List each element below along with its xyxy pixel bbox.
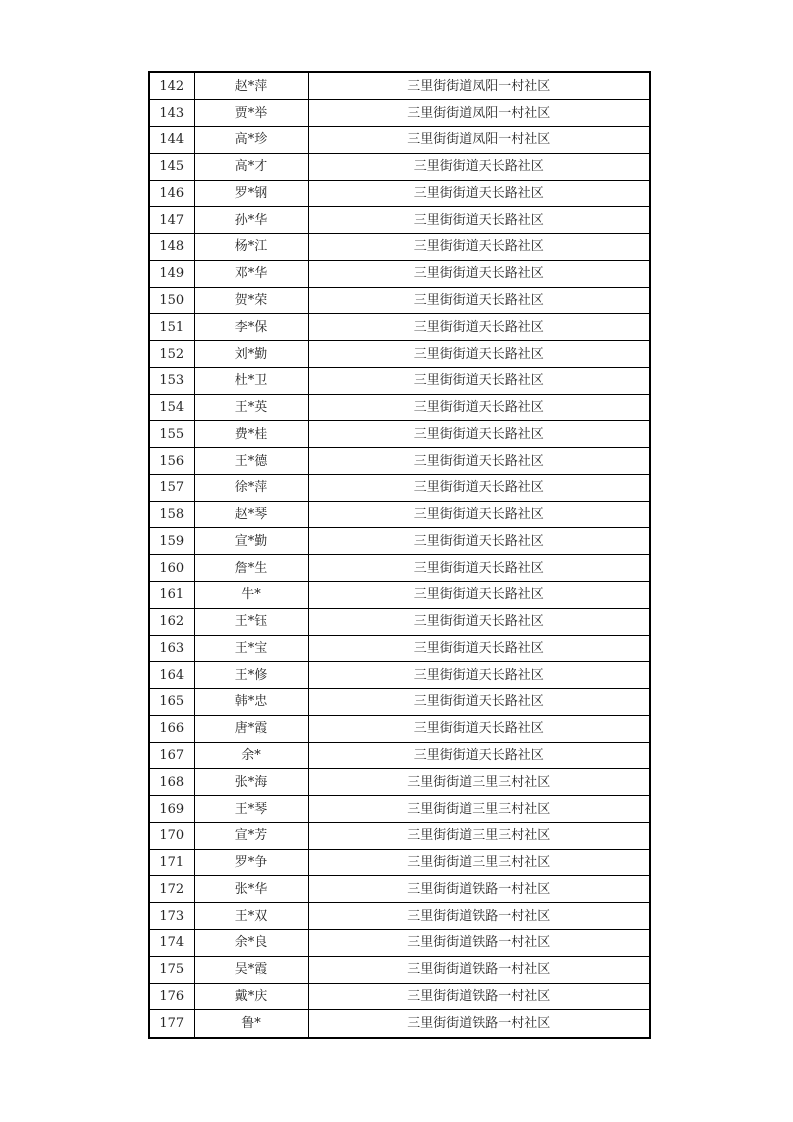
table-row: [149, 555, 650, 582]
roster-table: [148, 71, 649, 1039]
name-cell: 赵*萍: [194, 72, 308, 100]
community-cell: 三里街街道凤阳一村社区: [308, 72, 650, 100]
row-number-cell: 174: [149, 929, 194, 956]
table-row: [149, 260, 650, 287]
table-row: [149, 983, 650, 1010]
table-row: [149, 421, 650, 448]
name-cell: 赵*琴: [194, 501, 308, 528]
table-row: [149, 929, 650, 956]
table-row: [149, 608, 650, 635]
row-number-cell: 146: [149, 180, 194, 207]
community-cell: 三里街街道天长路社区: [308, 689, 650, 716]
table-row: [149, 234, 650, 261]
name-cell: 唐*霞: [194, 715, 308, 742]
community-cell: 三里街街道天长路社区: [308, 501, 650, 528]
name-cell: 费*桂: [194, 421, 308, 448]
table-body: [149, 72, 650, 1038]
row-number-cell: 173: [149, 903, 194, 930]
community-cell: 三里街街道三里三村社区: [308, 849, 650, 876]
table-row: [149, 100, 650, 127]
row-number-cell: 154: [149, 394, 194, 421]
name-cell: 罗*争: [194, 849, 308, 876]
table-row: [149, 742, 650, 769]
community-cell: 三里街街道天长路社区: [308, 742, 650, 769]
community-cell: 三里街街道凤阳一村社区: [308, 127, 650, 154]
table-row: [149, 367, 650, 394]
row-number-cell: 164: [149, 662, 194, 689]
name-cell: 牛*: [194, 582, 308, 609]
name-cell: 余*良: [194, 929, 308, 956]
row-number-cell: 152: [149, 341, 194, 368]
table-row: [149, 528, 650, 555]
community-cell: 三里街街道天长路社区: [308, 207, 650, 234]
row-number-cell: 142: [149, 72, 194, 100]
row-number-cell: 144: [149, 127, 194, 154]
row-number-cell: 166: [149, 715, 194, 742]
community-cell: 三里街街道天长路社区: [308, 528, 650, 555]
table-row: [149, 153, 650, 180]
community-cell: 三里街街道三里三村社区: [308, 796, 650, 823]
row-number-cell: 169: [149, 796, 194, 823]
table-row: [149, 127, 650, 154]
community-cell: 三里街街道天长路社区: [308, 153, 650, 180]
row-number-cell: 177: [149, 1010, 194, 1038]
name-cell: 贾*举: [194, 100, 308, 127]
row-number-cell: 153: [149, 367, 194, 394]
table-row: [149, 314, 650, 341]
community-cell: 三里街街道铁路一村社区: [308, 1010, 650, 1038]
row-number-cell: 167: [149, 742, 194, 769]
table-row: [149, 341, 650, 368]
community-cell: 三里街街道天长路社区: [308, 260, 650, 287]
table-row: [149, 180, 650, 207]
community-cell: 三里街街道天长路社区: [308, 662, 650, 689]
community-cell: 三里街街道天长路社区: [308, 608, 650, 635]
row-number-cell: 175: [149, 956, 194, 983]
row-number-cell: 150: [149, 287, 194, 314]
table-row: [149, 287, 650, 314]
name-cell: 徐*萍: [194, 474, 308, 501]
name-cell: 余*: [194, 742, 308, 769]
community-cell: 三里街街道三里三村社区: [308, 769, 650, 796]
community-cell: 三里街街道天长路社区: [308, 367, 650, 394]
row-number-cell: 147: [149, 207, 194, 234]
table-row: [149, 849, 650, 876]
name-cell: 高*才: [194, 153, 308, 180]
table-row: [149, 689, 650, 716]
name-cell: 高*珍: [194, 127, 308, 154]
name-cell: 王*钰: [194, 608, 308, 635]
name-cell: 韩*忠: [194, 689, 308, 716]
table-row: [149, 903, 650, 930]
community-cell: 三里街街道铁路一村社区: [308, 956, 650, 983]
row-number-cell: 162: [149, 608, 194, 635]
name-cell: 刘*勤: [194, 341, 308, 368]
community-cell: 三里街街道天长路社区: [308, 180, 650, 207]
table-row: [149, 394, 650, 421]
row-number-cell: 159: [149, 528, 194, 555]
table-row: [149, 501, 650, 528]
name-cell: 鲁*: [194, 1010, 308, 1038]
row-number-cell: 161: [149, 582, 194, 609]
name-cell: 李*保: [194, 314, 308, 341]
community-cell: 三里街街道铁路一村社区: [308, 983, 650, 1010]
name-cell: 吴*霞: [194, 956, 308, 983]
community-cell: 三里街街道铁路一村社区: [308, 876, 650, 903]
table-row: [149, 876, 650, 903]
row-number-cell: 172: [149, 876, 194, 903]
row-number-cell: 157: [149, 474, 194, 501]
row-number-cell: 148: [149, 234, 194, 261]
table-row: [149, 635, 650, 662]
name-cell: 戴*庆: [194, 983, 308, 1010]
name-cell: 张*海: [194, 769, 308, 796]
name-cell: 孙*华: [194, 207, 308, 234]
table-row: [149, 769, 650, 796]
row-number-cell: 149: [149, 260, 194, 287]
name-cell: 杜*卫: [194, 367, 308, 394]
row-number-cell: 160: [149, 555, 194, 582]
row-number-cell: 151: [149, 314, 194, 341]
row-number-cell: 168: [149, 769, 194, 796]
name-cell: 张*华: [194, 876, 308, 903]
table-row: [149, 956, 650, 983]
table-row: [149, 1010, 650, 1038]
community-cell: 三里街街道天长路社区: [308, 394, 650, 421]
name-cell: 罗*钢: [194, 180, 308, 207]
community-cell: 三里街街道天长路社区: [308, 582, 650, 609]
community-cell: 三里街街道天长路社区: [308, 448, 650, 475]
name-cell: 王*德: [194, 448, 308, 475]
table-row: [149, 822, 650, 849]
name-cell: 宣*勤: [194, 528, 308, 555]
name-cell: 贺*荣: [194, 287, 308, 314]
table-row: [149, 662, 650, 689]
community-cell: 三里街街道天长路社区: [308, 474, 650, 501]
table-row: [149, 796, 650, 823]
name-cell: 王*修: [194, 662, 308, 689]
name-cell: 王*宝: [194, 635, 308, 662]
name-cell: 王*双: [194, 903, 308, 930]
roster-table-grid: [148, 71, 651, 1039]
community-cell: 三里街街道天长路社区: [308, 715, 650, 742]
row-number-cell: 145: [149, 153, 194, 180]
table-row: [149, 715, 650, 742]
row-number-cell: 165: [149, 689, 194, 716]
row-number-cell: 156: [149, 448, 194, 475]
name-cell: 杨*江: [194, 234, 308, 261]
community-cell: 三里街街道天长路社区: [308, 555, 650, 582]
row-number-cell: 176: [149, 983, 194, 1010]
community-cell: 三里街街道天长路社区: [308, 635, 650, 662]
name-cell: 王*琴: [194, 796, 308, 823]
table-row: [149, 582, 650, 609]
row-number-cell: 143: [149, 100, 194, 127]
community-cell: 三里街街道天长路社区: [308, 287, 650, 314]
community-cell: 三里街街道天长路社区: [308, 421, 650, 448]
community-cell: 三里街街道铁路一村社区: [308, 929, 650, 956]
row-number-cell: 171: [149, 849, 194, 876]
community-cell: 三里街街道铁路一村社区: [308, 903, 650, 930]
name-cell: 詹*生: [194, 555, 308, 582]
community-cell: 三里街街道凤阳一村社区: [308, 100, 650, 127]
table-row: [149, 72, 650, 100]
table-row: [149, 448, 650, 475]
name-cell: 王*英: [194, 394, 308, 421]
name-cell: 邓*华: [194, 260, 308, 287]
row-number-cell: 163: [149, 635, 194, 662]
community-cell: 三里街街道三里三村社区: [308, 822, 650, 849]
table-row: [149, 207, 650, 234]
community-cell: 三里街街道天长路社区: [308, 234, 650, 261]
row-number-cell: 158: [149, 501, 194, 528]
row-number-cell: 170: [149, 822, 194, 849]
name-cell: 宣*芳: [194, 822, 308, 849]
table-row: [149, 474, 650, 501]
community-cell: 三里街街道天长路社区: [308, 314, 650, 341]
row-number-cell: 155: [149, 421, 194, 448]
community-cell: 三里街街道天长路社区: [308, 341, 650, 368]
